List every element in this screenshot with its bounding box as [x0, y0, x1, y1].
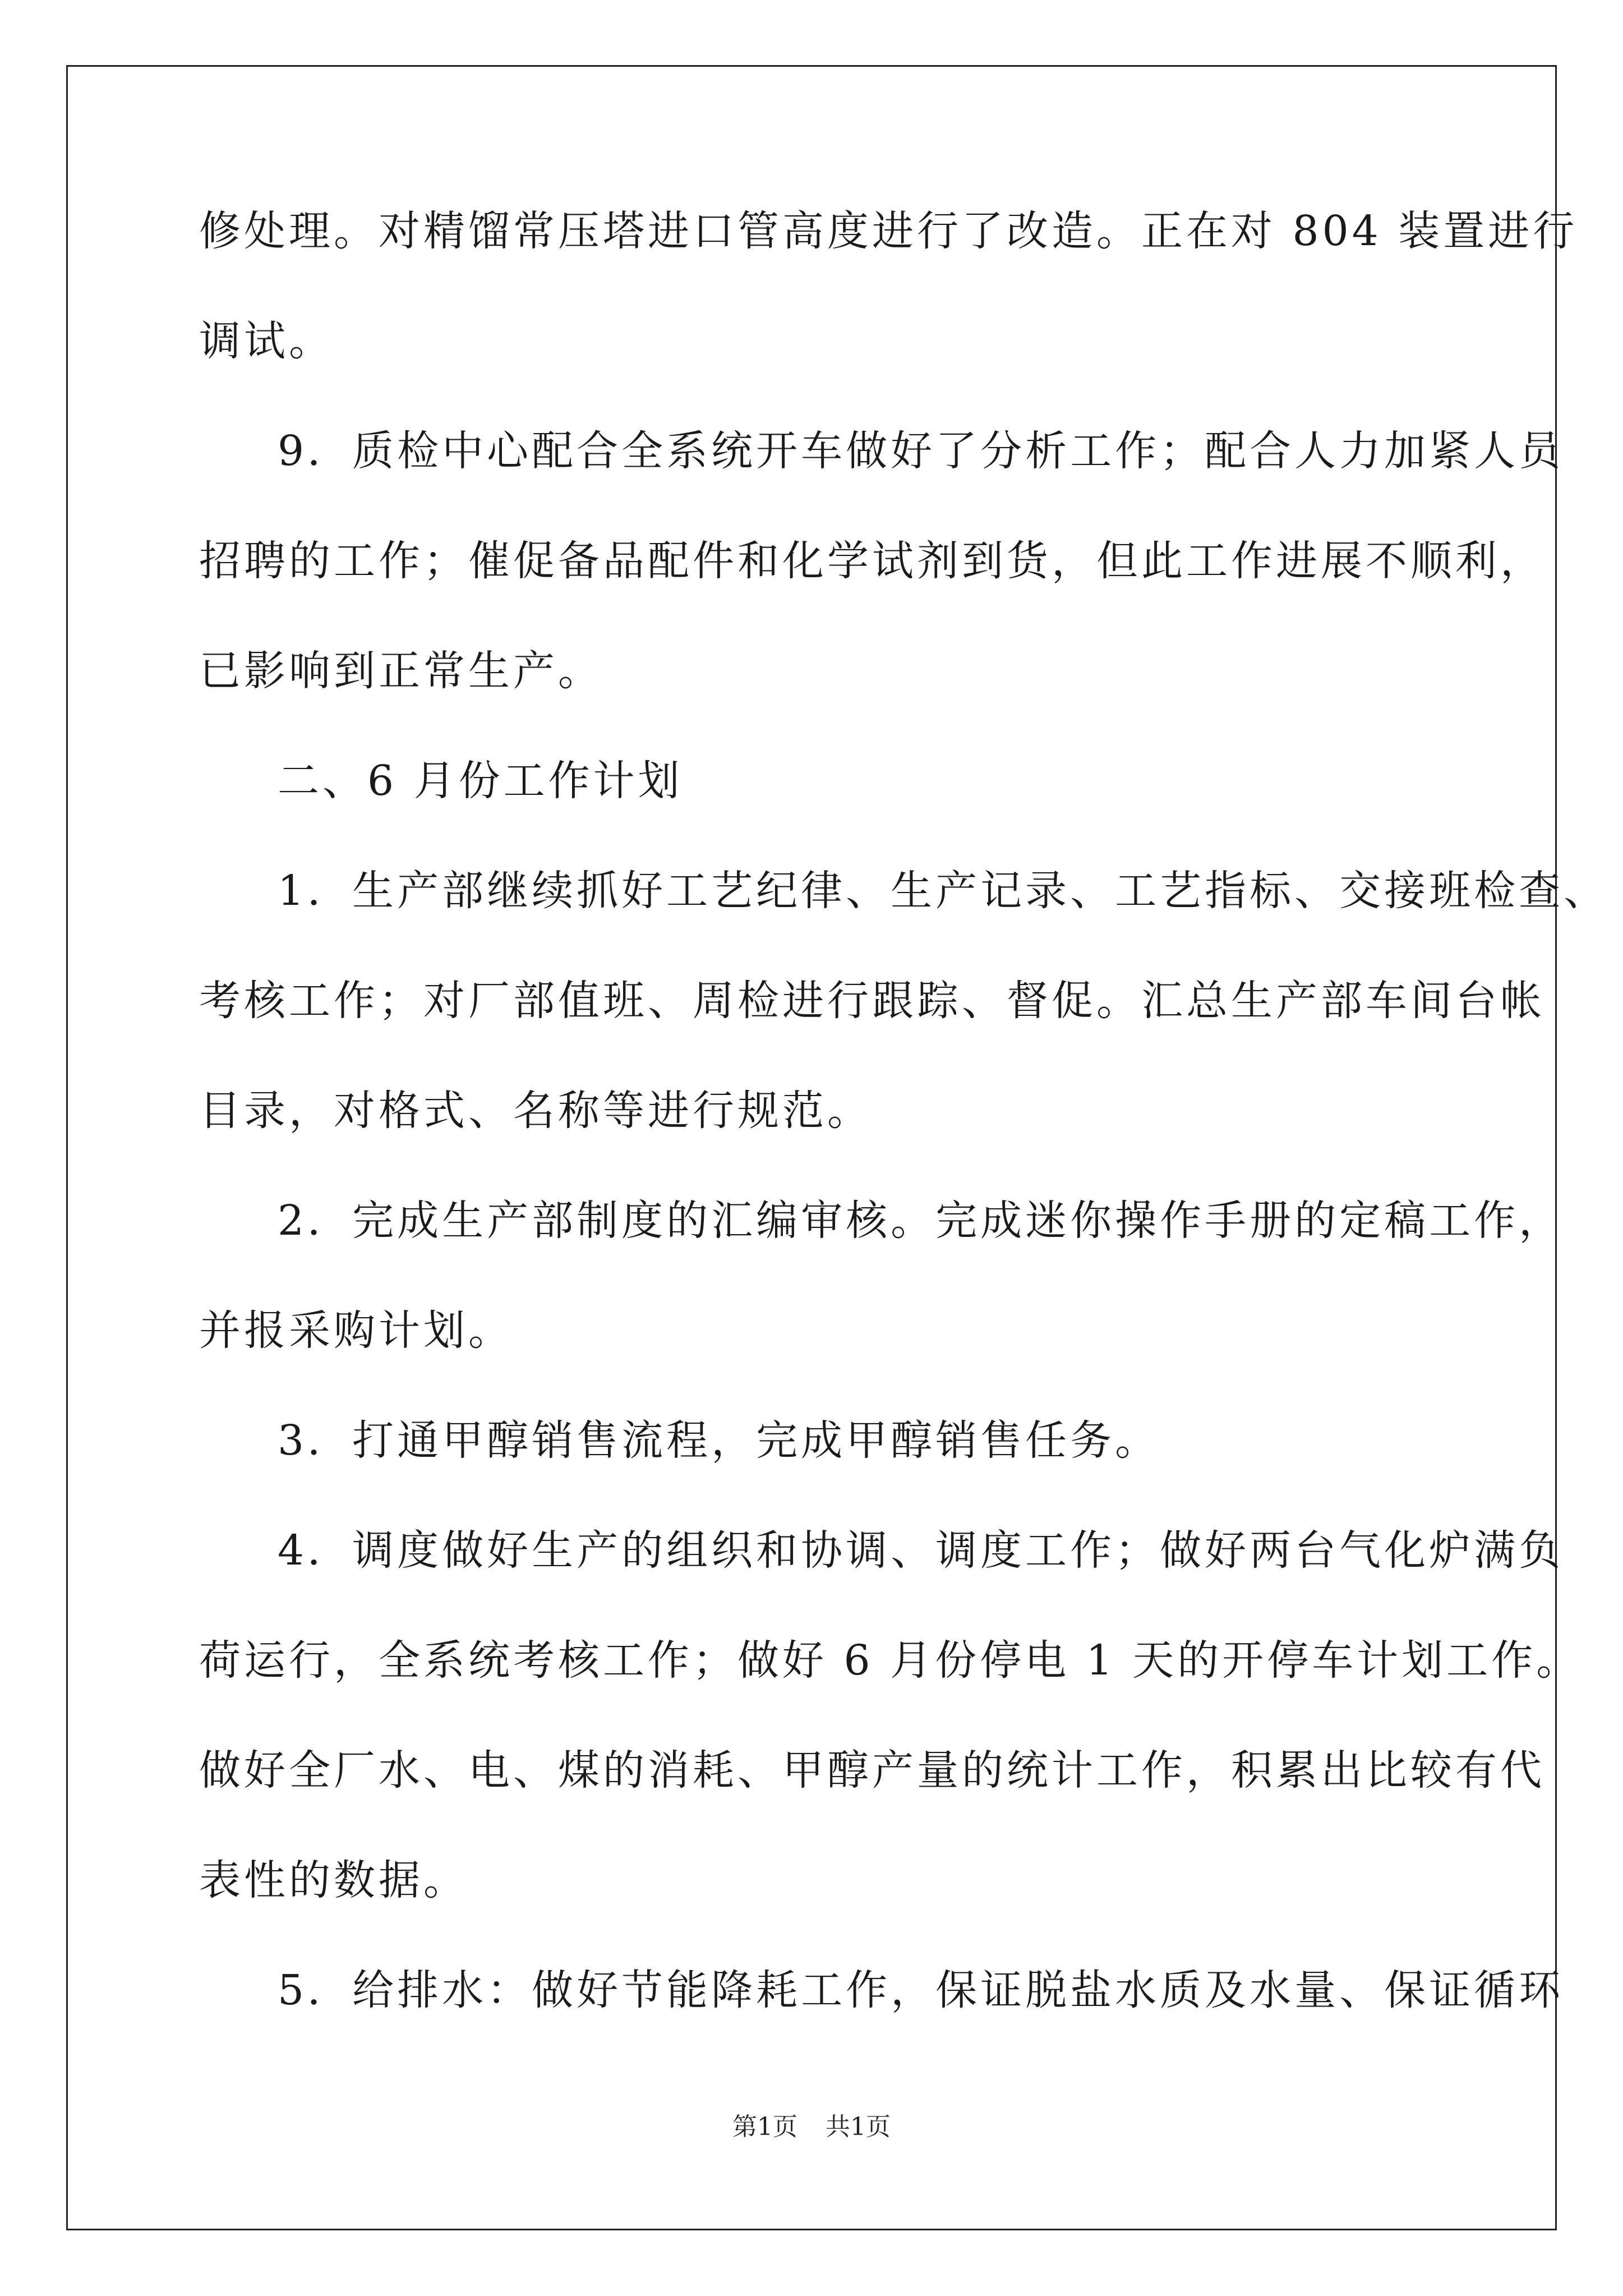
text-line: 4．调度做好生产的组织和协调、调度工作；做好两台气化炉满负 [278, 1526, 1564, 1575]
text-line: 2．完成生产部制度的汇编审核。完成迷你操作手册的定稿工作， [278, 1197, 1564, 1245]
text-line: 招聘的工作；催促备品配件和化学试剂到货，但此工作进展不顺利， [199, 537, 1545, 585]
text-line: 调试。 [199, 317, 334, 365]
text-line: 荷运行，全系统考核工作；做好 6 月份停电 1 天的开停车计划工作。 [199, 1636, 1581, 1685]
text-line: 修处理。对精馏常压塔进口管高度进行了改造。正在对 804 装置进行 [199, 207, 1578, 255]
text-line: 并报采购计划。 [199, 1306, 513, 1355]
text-line: 表性的数据。 [199, 1856, 468, 1904]
page-footer [0, 2106, 1623, 2142]
text-line: 1．生产部继续抓好工艺纪律、生产记录、工艺指标、交接班检查、 [278, 867, 1609, 915]
document-body [199, 207, 1609, 2079]
text-line: 9．质检中心配合全系统开车做好了分析工作；配合人力加紧人员 [278, 427, 1564, 475]
page-total: 共1页 [826, 2113, 891, 2141]
text-line: 目录，对格式、名称等进行规范。 [199, 1087, 872, 1135]
text-line: 已影响到正常生产。 [199, 647, 603, 695]
text-line: 做好全厂水、电、煤的消耗、甲醇产量的统计工作，积累出比较有代 [199, 1746, 1545, 1795]
text-line: 考核工作；对厂部值班、周检进行跟踪、督促。汇总生产部车间台帐 [199, 977, 1545, 1025]
page-number: 第1页 [732, 2113, 797, 2141]
text-line: 3．打通甲醇销售流程，完成甲醇销售任务。 [278, 1416, 1160, 1465]
text-line: 5．给排水：做好节能降耗工作，保证脱盐水质及水量、保证循环 [278, 1966, 1564, 2014]
section-heading: 二、6 月份工作计划 [278, 757, 683, 805]
